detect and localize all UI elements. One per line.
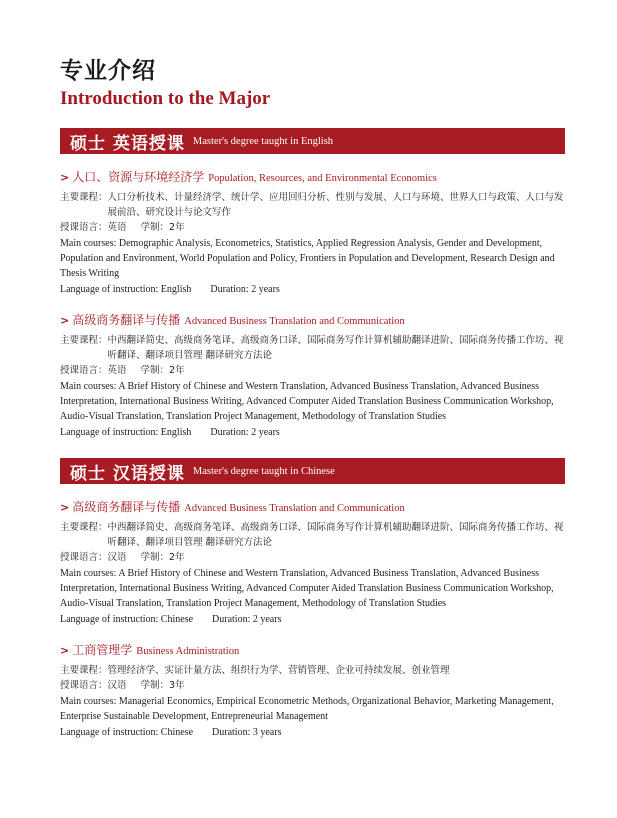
duration-en: Duration: 3 years — [212, 727, 282, 738]
courses-cn: 中西翻译简史、高级商务笔译、高级商务口译、国际商务写作计算机辅助翻译进阶、国际商务传播工作坊、视听翻译、翻译项目管理 翻译研究方法论 — [107, 335, 564, 361]
page-title-cn: 专业介绍 — [60, 58, 156, 84]
courses-en: Main courses: A Brief History of Chinese and Western Translation, Advanced Business Translation, Advanced Business Interpretation, International Business Writing, Advanced Computer Aided Translation Business Communication Workshop, Audio-Visual Translation, Translation Project Management, Methodology of Translation Studies — [60, 381, 554, 422]
program-heading — [60, 311, 570, 328]
program-heading — [60, 168, 570, 185]
language-duration-en-row — [60, 282, 570, 297]
program-name-en: Advanced Business Translation and Communication — [184, 503, 405, 514]
courses-cn-row — [60, 520, 570, 550]
language-en: Language of instruction: English — [60, 427, 192, 438]
courses-label: 主要课程： — [60, 335, 108, 346]
program-name-en: Advanced Business Translation and Communication — [184, 316, 405, 327]
program-heading — [60, 641, 570, 658]
language-cn-row — [60, 220, 570, 235]
section-band-title-cn: 硕士 汉语授课 — [70, 463, 185, 484]
language-cn: 英语 — [107, 222, 127, 233]
program-name-en: Business Administration — [136, 646, 240, 657]
courses-label: 主要课程： — [60, 192, 108, 203]
duration-label: 学制： — [140, 365, 170, 376]
program-name-cn: 高级商务翻译与传播 — [72, 500, 181, 514]
language-en: Language of instruction: Chinese — [60, 727, 194, 738]
language-label: 授课语言： — [60, 222, 108, 233]
language-label: 授课语言： — [60, 365, 108, 376]
section-band-english — [60, 128, 565, 154]
program-block — [60, 641, 570, 740]
section-band-chinese — [60, 458, 565, 484]
courses-label: 主要课程： — [60, 665, 108, 676]
language-duration-en-row — [60, 425, 570, 440]
language-cn-row — [60, 363, 570, 378]
language-cn-row — [60, 678, 570, 693]
language-cn: 汉语 — [107, 552, 127, 563]
chevron-right-icon: > — [60, 501, 70, 514]
language-duration-en-row — [60, 725, 570, 740]
language-en: Language of instruction: English — [60, 284, 192, 295]
duration-cn: 2年 — [169, 552, 185, 563]
program-name-cn: 工商管理学 — [72, 643, 133, 657]
courses-cn: 中西翻译简史、高级商务笔译、高级商务口译、国际商务写作计算机辅助翻译进阶、国际商务传播工作坊、视听翻译、翻译项目管理 翻译研究方法论 — [107, 522, 564, 548]
chevron-right-icon: > — [60, 314, 70, 327]
duration-en: Duration: 2 years — [212, 614, 282, 625]
program-block — [60, 498, 570, 627]
page — [60, 56, 570, 740]
duration-cn: 3年 — [169, 680, 185, 691]
courses-cn-row — [60, 333, 570, 363]
language-en: Language of instruction: Chinese — [60, 614, 194, 625]
courses-en: Main courses: A Brief History of Chinese and Western Translation, Advanced Business Translation, Advanced Business Interpretation, International Business Writing, Advanced Computer Aided Translation Business Communication Workshop, Audio-Visual Translation, Translation Project Management, Methodology of Translation Studies — [60, 568, 554, 609]
duration-en: Duration: 2 years — [210, 284, 280, 295]
section-band-title-cn: 硕士 英语授课 — [70, 133, 185, 154]
courses-en: Main courses: Demographic Analysis, Econometrics, Statistics, Applied Regression Analysis, Gender and Development, Population and Environment, World Population and Policy, Frontiers in Population and Development, Research Design and Thesis Writing — [60, 238, 555, 279]
duration-en: Duration: 2 years — [210, 427, 280, 438]
program-block — [60, 311, 570, 440]
program-heading — [60, 498, 570, 515]
chevron-right-icon: > — [60, 644, 70, 657]
duration-label: 学制： — [140, 552, 170, 563]
section-band-title-en: Master's degree taught in Chinese — [192, 465, 335, 477]
language-label: 授课语言： — [60, 680, 108, 691]
duration-label: 学制： — [140, 222, 170, 233]
courses-label: 主要课程： — [60, 522, 108, 533]
chevron-right-icon: > — [60, 171, 70, 184]
duration-label: 学制： — [140, 680, 170, 691]
language-cn: 汉语 — [107, 680, 127, 691]
courses-cn: 人口分析技术、计量经济学、统计学、应用回归分析、性别与发展、人口与环境、世界人口与政策、人口与发展前沿、研究设计与论文写作 — [107, 192, 564, 218]
courses-en: Main courses: Managerial Economics, Empirical Econometric Methods, Organizational Behavior, Marketing Management, Enterprise Sustainable Development, Entrepreneurial Management — [60, 696, 554, 722]
section-band-title-en: Master's degree taught in English — [192, 135, 334, 147]
program-name-cn: 人口、资源与环境经济学 — [72, 170, 205, 184]
language-cn: 英语 — [107, 365, 127, 376]
courses-cn-row — [60, 663, 570, 678]
program-name-cn: 高级商务翻译与传播 — [72, 313, 181, 327]
duration-cn: 2年 — [169, 222, 185, 233]
language-label: 授课语言： — [60, 552, 108, 563]
page-title-en: Introduction to the Major — [60, 88, 271, 109]
program-block — [60, 168, 570, 297]
language-duration-en-row — [60, 612, 570, 627]
courses-cn: 管理经济学、实证计量方法、组织行为学、营销管理、企业可持续发展、创业管理 — [107, 665, 450, 676]
program-name-en: Population, Resources, and Environmental Economics — [208, 173, 437, 184]
language-cn-row — [60, 550, 570, 565]
courses-cn-row — [60, 190, 570, 220]
duration-cn: 2年 — [169, 365, 185, 376]
